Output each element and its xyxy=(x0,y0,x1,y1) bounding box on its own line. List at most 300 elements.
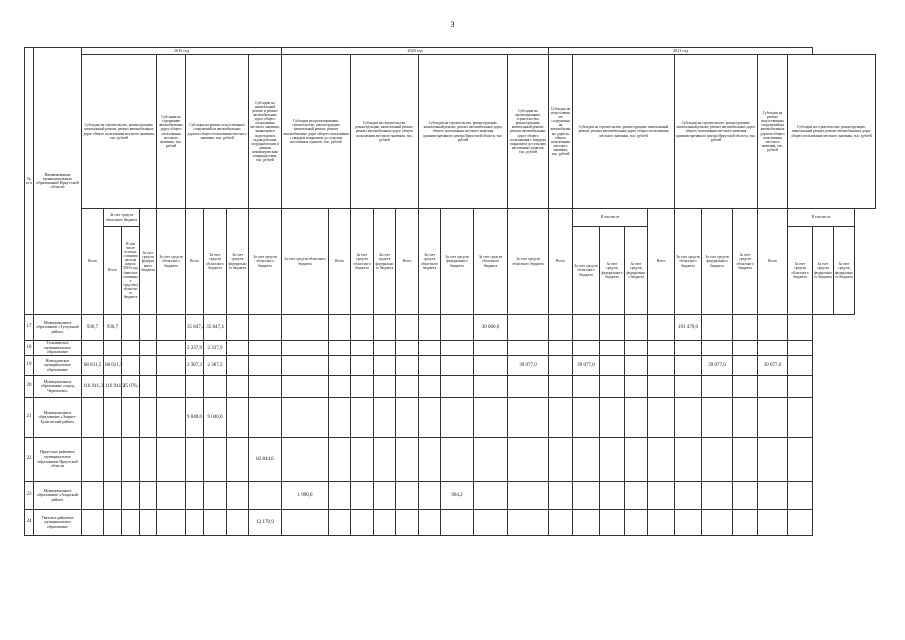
table-row xyxy=(25,376,876,398)
y19-g1-vsego: Всего xyxy=(82,209,104,315)
value-cell xyxy=(282,438,329,482)
value-cell xyxy=(675,482,702,510)
value-cell xyxy=(733,376,758,398)
value-cell xyxy=(625,482,648,510)
value-cell xyxy=(758,341,788,356)
value-cell xyxy=(396,482,419,510)
table-row xyxy=(25,341,876,356)
value-cell xyxy=(758,376,788,398)
y20-group-bridges: Субсидии на искусственные сооружения на автомобильных дорогах общего пользования местного значения, тыс. рублей xyxy=(549,55,573,209)
value-cell xyxy=(82,482,104,510)
value-cell xyxy=(549,315,573,341)
value-cell xyxy=(157,482,186,510)
value-cell xyxy=(675,510,702,536)
value-cell xyxy=(122,438,140,482)
value-cell xyxy=(419,510,441,536)
table-row xyxy=(25,482,876,510)
value-cell xyxy=(788,398,813,438)
value-cell xyxy=(82,438,104,482)
value-cell xyxy=(351,376,374,398)
value-cell xyxy=(351,510,374,536)
row-number: 18 xyxy=(25,341,34,356)
value-cell xyxy=(648,356,675,376)
col-no-header: № п/п xyxy=(25,48,34,315)
value-cell xyxy=(758,315,788,341)
y21-group-admin-center: Субсидии на строительство, реконструкцию, капитальный ремонт, ремонт автомобильных дорог общего пользования местного значения административного центра Иркутской области, тыс. рублей xyxy=(675,55,758,209)
value-cell xyxy=(374,341,396,356)
value-cell xyxy=(329,341,351,356)
value-cell xyxy=(758,438,788,482)
value-cell xyxy=(549,438,573,482)
table-row xyxy=(25,438,876,482)
value-cell xyxy=(648,510,675,536)
value-cell xyxy=(374,376,396,398)
value-cell xyxy=(702,438,733,482)
value-cell: 39 077,0 xyxy=(702,356,733,376)
value-cell xyxy=(122,356,140,376)
municipality-name: Муниципальное образование «Аларский район» xyxy=(34,482,82,510)
subsidy-table xyxy=(24,47,876,536)
value-cell: 2 337,9 xyxy=(204,341,227,356)
value-cell xyxy=(227,376,249,398)
y19-group-gardens: Субсидии на капитальный ремонт и ремонт автомобильных дорог общего пользования местного значения, являющихся подъездами к садоводческим, огородническим и дачным некоммерческим товариществам, тыс. рублей xyxy=(249,55,282,209)
y20-g8-obl: За счет средств областного бюджета xyxy=(474,209,508,315)
value-cell xyxy=(122,315,140,341)
value-cell xyxy=(104,398,122,438)
value-cell: 9 040,0 xyxy=(186,398,204,438)
value-cell xyxy=(600,510,625,536)
table-row xyxy=(25,315,876,341)
y20-g7-obl: За счет средств областного бюджета xyxy=(419,209,441,315)
municipality-name: Муниципальное образование «Эхирит-Булагатский район» xyxy=(34,398,82,438)
table-row xyxy=(25,398,876,438)
y19-g1-obl-header: За счет средств областного бюджета xyxy=(104,209,140,227)
y19-g3-fed: За счет средств федерального бюджета xyxy=(227,209,249,315)
value-cell: 936,7 xyxy=(82,315,104,341)
value-cell xyxy=(282,376,329,398)
value-cell xyxy=(186,438,204,482)
value-cell: 25 076,1 xyxy=(122,376,140,398)
y20-g6-obl: За счет средств областного бюджета xyxy=(351,209,374,315)
y20-g10-vsego: Всего xyxy=(549,209,573,315)
y21-g11-fed: За счет средств федерального бюджета xyxy=(702,209,733,315)
value-cell xyxy=(122,398,140,438)
value-cell xyxy=(227,482,249,510)
y19-group-rural: Субсидии на проектирование, строительство, реконструкцию капитальный ремонт, ремонт автомобильных дорог общего пользования с твердым покрытием до сельских населенных пунктов, тыс. рублей xyxy=(282,55,351,209)
value-cell xyxy=(282,315,329,341)
value-cell xyxy=(396,356,419,376)
value-cell xyxy=(573,482,600,510)
value-cell xyxy=(329,398,351,438)
value-cell xyxy=(702,376,733,398)
year-2019-header: 2019 год xyxy=(82,48,282,55)
value-cell xyxy=(600,482,625,510)
value-cell xyxy=(441,376,474,398)
value-cell xyxy=(508,438,549,482)
value-cell xyxy=(675,376,702,398)
value-cell xyxy=(396,398,419,438)
value-cell xyxy=(625,315,648,341)
value-cell xyxy=(396,510,419,536)
value-cell xyxy=(249,482,282,510)
value-cell xyxy=(122,510,140,536)
value-cell xyxy=(508,315,549,341)
value-cell xyxy=(733,341,758,356)
value-cell: 39 077,0 xyxy=(573,356,600,376)
value-cell xyxy=(573,398,600,438)
value-cell xyxy=(600,438,625,482)
value-cell xyxy=(351,341,374,356)
value-cell xyxy=(625,398,648,438)
value-cell xyxy=(788,438,813,482)
municipality-name: Муниципальное образование «город Черемхово» xyxy=(34,376,82,398)
value-cell: 30 000,0 xyxy=(474,315,508,341)
value-cell xyxy=(249,376,282,398)
value-cell xyxy=(157,356,186,376)
value-cell xyxy=(675,341,702,356)
value-cell xyxy=(573,438,600,482)
y19-group-roads: Субсидии на строительство, реконструкцию, капитальный ремонт, ремонт автомобильных дорог общего пользования местного значения, тыс. рублей xyxy=(82,55,157,209)
table-row xyxy=(25,356,876,376)
value-cell xyxy=(625,438,648,482)
y21-g13-vsego: Всего xyxy=(758,209,788,315)
value-cell xyxy=(508,482,549,510)
value-cell xyxy=(104,482,122,510)
value-cell xyxy=(474,482,508,510)
y19-g5-obl: За счет средств областного бюджета xyxy=(282,209,329,315)
value-cell xyxy=(625,376,648,398)
value-cell xyxy=(648,341,675,356)
value-cell xyxy=(441,510,474,536)
value-cell xyxy=(648,315,675,341)
value-cell: 964,2 xyxy=(441,482,474,510)
value-cell xyxy=(573,341,600,356)
value-cell xyxy=(282,510,329,536)
y21-g13-fed: За счет средств федерального бюджета xyxy=(813,227,834,315)
value-cell xyxy=(573,315,600,341)
value-cell xyxy=(140,482,157,510)
value-cell xyxy=(374,482,396,510)
value-cell xyxy=(329,438,351,482)
value-cell xyxy=(675,356,702,376)
y19-g1-incl: В том числе остатки, сложившиеся на начало 2018 года (неиспользованные средства) областного бюджета xyxy=(122,227,140,315)
value-cell xyxy=(733,398,758,438)
y19-group-maintenance: Субсидии на содержание автомобильных дорог общего пользования местного значения, тыс. рублей xyxy=(157,55,186,209)
value-cell xyxy=(758,482,788,510)
value-cell xyxy=(227,341,249,356)
value-cell: 39 077,0 xyxy=(758,356,788,376)
y21-g11-vsego: Всего xyxy=(648,209,675,315)
value-cell xyxy=(441,398,474,438)
y19-group-bridges: Субсидии на ремонт искусственных сооружений на автомобильных дорогах общего пользования местного значения, тыс. рублей xyxy=(186,55,249,209)
value-cell xyxy=(600,376,625,398)
value-cell xyxy=(227,510,249,536)
value-cell xyxy=(474,341,508,356)
value-cell xyxy=(733,482,758,510)
value-cell xyxy=(600,398,625,438)
value-cell xyxy=(396,341,419,356)
y19-g3-vsego: Всего xyxy=(186,209,204,315)
value-cell xyxy=(733,438,758,482)
y21-group-roads: Субсидии на строительство, реконструкцию, капитальный ремонт, ремонт автомобильных дорог общего пользования местного значения, тыс. рублей xyxy=(788,55,876,209)
value-cell xyxy=(648,482,675,510)
value-cell xyxy=(82,341,104,356)
value-cell xyxy=(419,438,441,482)
value-cell xyxy=(758,510,788,536)
y20-group-roads-local: Субсидии на строительство, реконструкцию, капитальный ремонт, ремонт автомобильных дорог общего пользования местного значения, тыс. рублей xyxy=(573,55,675,209)
value-cell: 2 387,3 xyxy=(204,356,227,376)
value-cell xyxy=(419,376,441,398)
value-cell xyxy=(625,510,648,536)
row-number: 19 xyxy=(25,356,34,376)
value-cell xyxy=(702,315,733,341)
value-cell xyxy=(549,510,573,536)
value-cell xyxy=(351,482,374,510)
value-cell: 9 040,0 xyxy=(204,398,227,438)
row-number: 21 xyxy=(25,398,34,438)
data-rows xyxy=(25,315,876,536)
value-cell xyxy=(204,510,227,536)
value-cell: 35 847,4 xyxy=(204,315,227,341)
value-cell xyxy=(441,315,474,341)
y21-g13-fed2: За счет средств федерального бюджета xyxy=(834,227,855,315)
value-cell xyxy=(648,438,675,482)
row-number: 23 xyxy=(25,482,34,510)
value-cell xyxy=(374,315,396,341)
value-cell: 68 631,5 xyxy=(104,356,122,376)
value-cell xyxy=(82,398,104,438)
value-cell xyxy=(549,482,573,510)
value-cell: 12 170,9 xyxy=(249,510,282,536)
y20-g10-obl: За счет средств областного бюджета xyxy=(573,227,600,315)
value-cell xyxy=(157,398,186,438)
value-cell xyxy=(227,315,249,341)
value-cell xyxy=(104,510,122,536)
value-cell: 68 631,5 xyxy=(82,356,104,376)
table-row xyxy=(25,510,876,536)
value-cell xyxy=(549,398,573,438)
value-cell xyxy=(157,376,186,398)
value-cell xyxy=(474,398,508,438)
y19-g2-obl: За счет средств областного бюджета xyxy=(157,209,186,315)
y21-g13-incl: В том числе xyxy=(788,209,855,227)
row-number: 24 xyxy=(25,510,34,536)
value-cell xyxy=(508,398,549,438)
value-cell xyxy=(573,510,600,536)
value-cell xyxy=(351,438,374,482)
value-cell xyxy=(282,398,329,438)
value-cell xyxy=(157,438,186,482)
y20-g10-fed: За счет средств федерального бюджета xyxy=(600,227,625,315)
value-cell xyxy=(474,356,508,376)
value-cell xyxy=(396,376,419,398)
value-cell xyxy=(82,510,104,536)
value-cell xyxy=(140,315,157,341)
y19-g3-obl: За счет средств областного бюджета xyxy=(204,209,227,315)
value-cell xyxy=(441,438,474,482)
municipality-name: Тельминское муниципальное образование xyxy=(34,341,82,356)
value-cell xyxy=(122,482,140,510)
value-cell xyxy=(249,315,282,341)
value-cell xyxy=(351,398,374,438)
value-cell xyxy=(351,315,374,341)
value-cell xyxy=(675,398,702,438)
y20-g10-incl: В том числе xyxy=(573,209,648,227)
y19-g5-vsego: Всего xyxy=(329,209,351,315)
value-cell xyxy=(140,398,157,438)
y20-g6-fed: За счет средств федерального бюджета xyxy=(374,209,396,315)
row-number: 17 xyxy=(25,315,34,341)
value-cell xyxy=(549,356,573,376)
value-cell xyxy=(140,341,157,356)
y20-g7-vsego: Всего xyxy=(396,209,419,315)
value-cell xyxy=(227,356,249,376)
municipality-name: Новоуданское муниципальное образование xyxy=(34,356,82,376)
y21-g11-obl: За счет средств областного бюджета xyxy=(675,209,702,315)
y20-g9-obl: За счет средств областного бюджета xyxy=(508,209,549,315)
value-cell xyxy=(788,315,813,341)
value-cell xyxy=(374,438,396,482)
value-cell xyxy=(227,438,249,482)
value-cell xyxy=(508,510,549,536)
value-cell: 2 387,3 xyxy=(186,356,204,376)
value-cell xyxy=(186,510,204,536)
value-cell xyxy=(788,341,813,356)
value-cell xyxy=(702,482,733,510)
value-cell xyxy=(282,341,329,356)
value-cell: 82 844,6 xyxy=(249,438,282,482)
value-cell xyxy=(549,376,573,398)
value-cell: 936,7 xyxy=(104,315,122,341)
y19-g1-fed: За счет средств федерального бюджета xyxy=(140,209,157,315)
year-2020-header: 2020 год xyxy=(282,48,549,55)
value-cell: 116 941,3 xyxy=(104,376,122,398)
value-cell xyxy=(573,376,600,398)
value-cell: 1 990,0 xyxy=(282,482,329,510)
page-number: 3 xyxy=(450,20,455,29)
value-cell xyxy=(227,398,249,438)
value-cell xyxy=(396,438,419,482)
col-name-header: Наименование муниципальных образований Иркутской области xyxy=(34,48,82,315)
value-cell xyxy=(733,315,758,341)
value-cell xyxy=(157,341,186,356)
y19-g1-vsego-obl: Всего xyxy=(104,227,122,315)
value-cell xyxy=(140,438,157,482)
municipality-name: Уватское районное муниципальное образование xyxy=(34,510,82,536)
value-cell xyxy=(329,315,351,341)
row-number: 20 xyxy=(25,376,34,398)
value-cell xyxy=(374,510,396,536)
value-cell xyxy=(104,438,122,482)
value-cell xyxy=(157,510,186,536)
value-cell: 39 077,0 xyxy=(508,356,549,376)
value-cell xyxy=(600,315,625,341)
value-cell xyxy=(419,341,441,356)
value-cell xyxy=(122,341,140,356)
value-cell xyxy=(702,341,733,356)
value-cell: 191 479,0 xyxy=(675,315,702,341)
value-cell: 2 337,9 xyxy=(186,341,204,356)
value-cell xyxy=(788,482,813,510)
y20-group-rural: Субсидии на проектирование, строительство, реконструкцию, капитальный ремонт, ремонт автомобильных дорог общего пользования с твердым покрытием до сельских населенных пунктов, тыс. рублей xyxy=(508,55,549,209)
value-cell xyxy=(441,341,474,356)
value-cell xyxy=(600,356,625,376)
value-cell xyxy=(419,482,441,510)
y19-g4-obl: За счет средств областного бюджета xyxy=(249,209,282,315)
value-cell xyxy=(396,315,419,341)
value-cell xyxy=(249,398,282,438)
y20-g10-fed2: За счет средств федерального бюджета xyxy=(625,227,648,315)
value-cell: 116 941,3 xyxy=(82,376,104,398)
value-cell xyxy=(788,356,813,376)
value-cell xyxy=(140,510,157,536)
value-cell xyxy=(157,315,186,341)
value-cell xyxy=(329,356,351,376)
y20-group-admin-center: Субсидии на строительство, реконструкцию, капитальный ремонт, ремонт автомобильных дорог общего пользования местного значения административного центра Иркутской области, тыс. рублей xyxy=(419,55,508,209)
y21-g12-obl: За счет средств областного бюджета xyxy=(733,209,758,315)
value-cell xyxy=(788,510,813,536)
value-cell xyxy=(474,376,508,398)
y20-group-roads: Субсидии на строительство, реконструкцию, капитальный ремонт, ремонт автомобильных дорог общего пользования местного значения, тыс. рублей xyxy=(351,55,419,209)
municipality-name: Муниципальное образование «Тулунский район» xyxy=(34,315,82,341)
y21-g13-obl: За счет средств областного бюджета xyxy=(788,227,813,315)
value-cell xyxy=(104,341,122,356)
value-cell xyxy=(788,376,813,398)
value-cell xyxy=(600,341,625,356)
row-number: 22 xyxy=(25,438,34,482)
value-cell xyxy=(419,315,441,341)
value-cell xyxy=(508,341,549,356)
value-cell xyxy=(186,376,204,398)
value-cell xyxy=(419,398,441,438)
value-cell xyxy=(648,398,675,438)
value-cell xyxy=(329,482,351,510)
value-cell xyxy=(474,510,508,536)
value-cell: 35 847,4 xyxy=(186,315,204,341)
value-cell xyxy=(648,376,675,398)
value-cell xyxy=(374,356,396,376)
value-cell xyxy=(329,510,351,536)
value-cell xyxy=(329,376,351,398)
value-cell xyxy=(702,510,733,536)
value-cell xyxy=(733,510,758,536)
value-cell xyxy=(282,356,329,376)
value-cell xyxy=(733,356,758,376)
value-cell xyxy=(374,398,396,438)
value-cell xyxy=(419,356,441,376)
value-cell xyxy=(549,341,573,356)
value-cell xyxy=(508,376,549,398)
year-2021-header: 2021 год xyxy=(549,48,813,55)
value-cell xyxy=(351,356,374,376)
value-cell xyxy=(249,356,282,376)
value-cell xyxy=(204,376,227,398)
value-cell xyxy=(204,482,227,510)
value-cell xyxy=(140,376,157,398)
value-cell xyxy=(204,438,227,482)
y21-group-bridges: Субсидии на ремонт искусственных сооружений на автомобильных дорогах общего пользования местного значения, тыс. рублей xyxy=(758,55,788,209)
value-cell xyxy=(625,341,648,356)
value-cell xyxy=(675,438,702,482)
value-cell xyxy=(249,341,282,356)
value-cell xyxy=(702,398,733,438)
value-cell xyxy=(474,438,508,482)
municipality-name: Иркутское районное муниципальное образование Иркутской области xyxy=(34,438,82,482)
value-cell xyxy=(758,398,788,438)
value-cell xyxy=(186,482,204,510)
y20-g7-fed: За счет средств федерального бюджета xyxy=(441,209,474,315)
value-cell xyxy=(140,356,157,376)
